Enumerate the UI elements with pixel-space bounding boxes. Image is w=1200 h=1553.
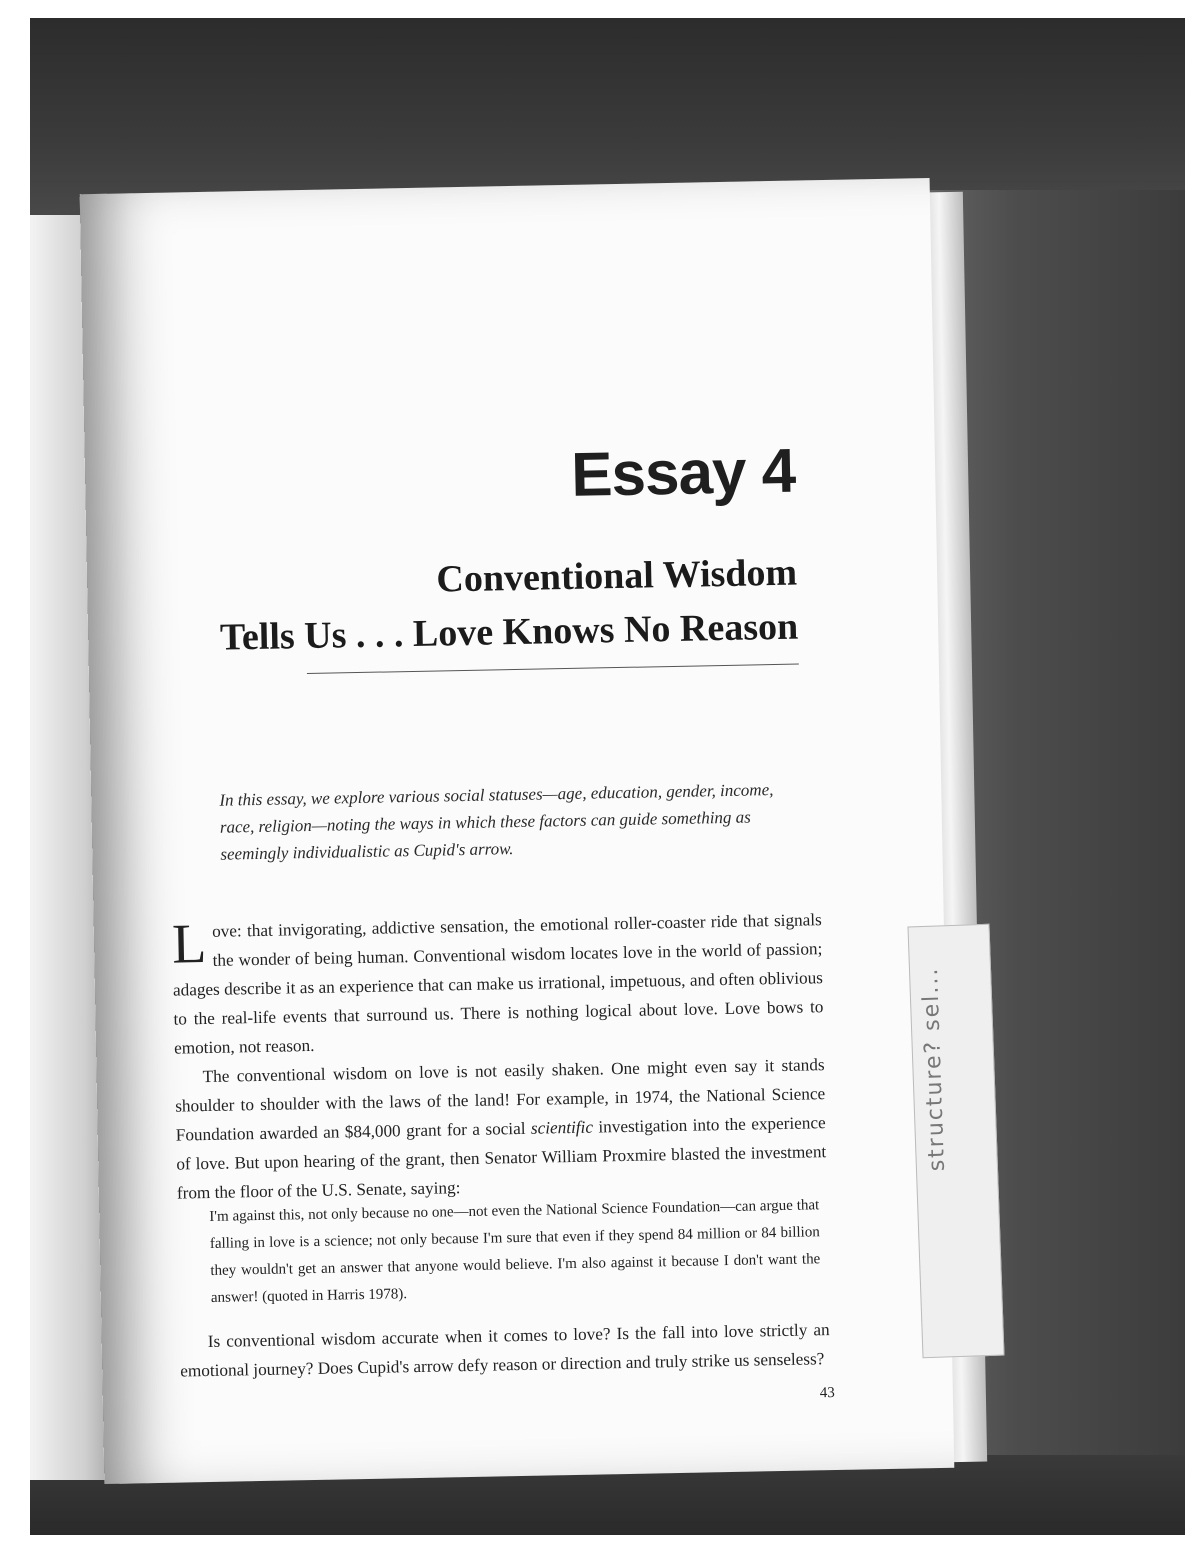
drop-cap: L: [171, 912, 207, 976]
essay-body: [172, 905, 827, 1207]
essay-number: Essay 4: [570, 436, 796, 510]
paragraph-2: [174, 1050, 827, 1207]
closing-paragraph: Is conventional wisdom accurate when it comes to love? Is the fall into love strictly an emotional journey? Does Cupid's arrow defy reason or direction and truly strike us senseless?: [180, 1320, 830, 1381]
paragraph-2-emphasis: scientific: [530, 1117, 594, 1138]
essay-title: [219, 546, 799, 665]
block-quote: I'm against this, not only because no one—not even the National Science Foundation—can argue that falling in love is a science; not only because I'm sure that even if they spend 84 million or 84 billion they wouldn't get an answer that anyone would believe. I'm also against it because I don't want the answer! (quoted in Harris 1978).: [209, 1197, 821, 1306]
sticky-note: [907, 924, 1004, 1359]
essay-title-line2: Tells Us . . . Love Knows No Reason: [219, 605, 799, 659]
handwritten-note: structure? sel...: [917, 966, 951, 1172]
paragraph-1-text: ove: that invigorating, addictive sensation, the emotional roller-coaster ride that signals the wonder of being human. Conventional wisdom locates love in the world of passion; adages describe it as an experience that can make us irrational, impetuous, and often oblivious to the real-life events that surround us. There is nothing logical about love. Love bows to emotion, not reason.: [172, 910, 824, 1058]
page-number: 43: [819, 1385, 836, 1402]
book-page: [80, 178, 955, 1484]
paragraph-2-text-a: The conventional wisdom on love is not easily shaken. One might even say it stands shoulder to shoulder with the laws of the land! For example, in 1974, the National Science Foundation awarded an $84,000 grant for a social: [175, 1055, 826, 1145]
paragraph-2-text-b: investigation into the experience of love. But upon hearing of the grant, then Senator William Proxmire blasted the investment from the floor of the U.S. Senate, saying:: [176, 1113, 827, 1203]
title-divider: [307, 664, 799, 674]
paragraph-1: [172, 905, 825, 1062]
essay-abstract: In this essay, we explore various social statuses—age, education, gender, income, race, religion—noting the ways in which these factors can guide something as seemingly individualistic as Cupid's arrow.: [219, 780, 774, 864]
essay-title-line1: Conventional Wisdom: [436, 551, 798, 601]
